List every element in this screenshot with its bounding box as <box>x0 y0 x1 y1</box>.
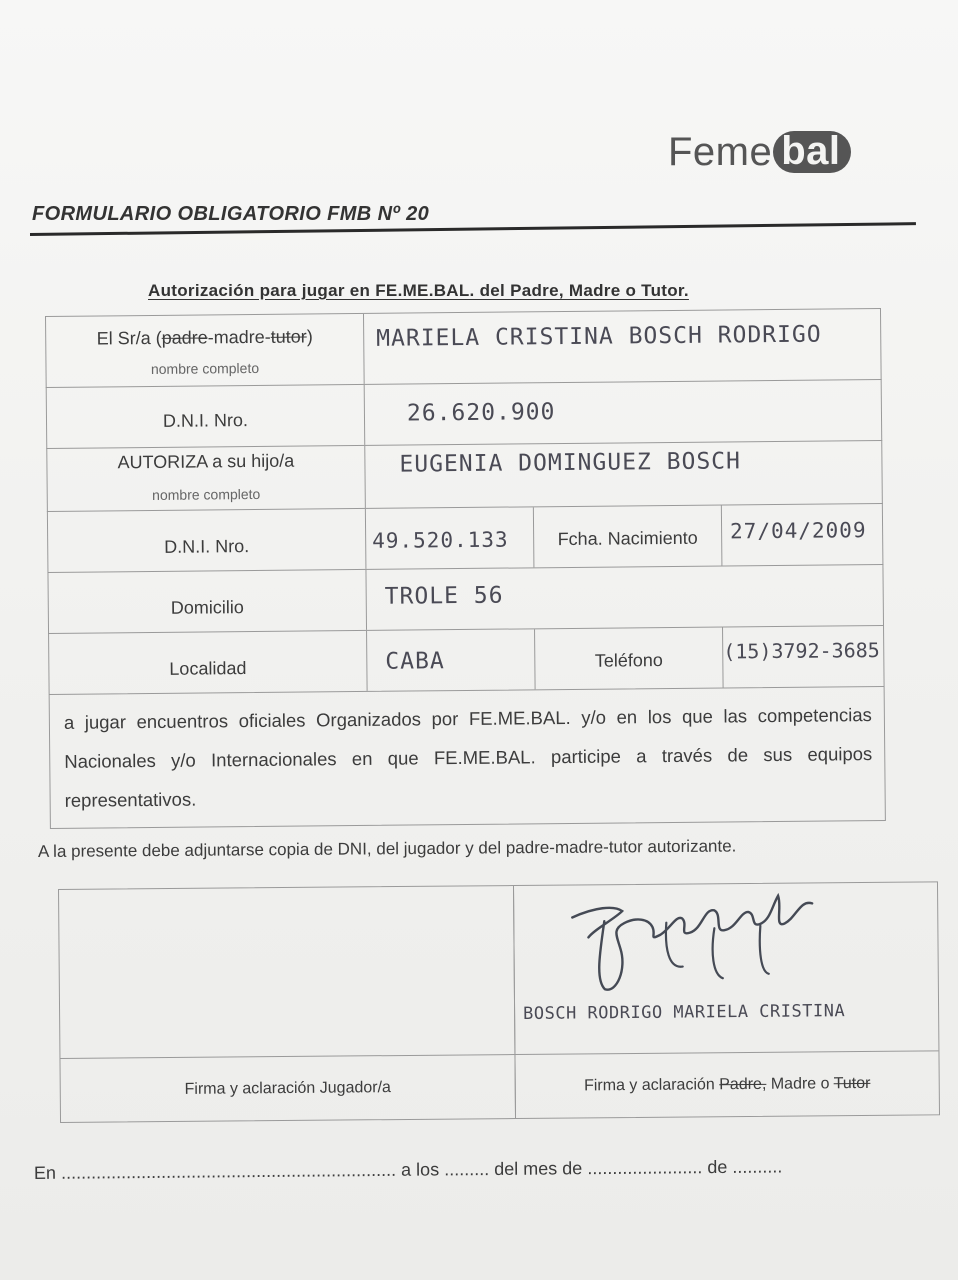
phone-value: (15)3792-3685 <box>723 638 880 664</box>
locality-value-cell[interactable] <box>367 629 536 691</box>
parent-caption-padre: Padre, <box>719 1075 767 1094</box>
birth-date-value: 27/04/2009 <box>729 518 867 544</box>
logo-pill-text: bal <box>773 131 850 173</box>
femebal-logo <box>668 128 851 176</box>
parent-name-value: MARIELA CRISTINA BOSCH RODRIGO <box>376 321 822 352</box>
parent-dni-label-cell <box>47 385 366 448</box>
address-label-cell <box>48 570 367 633</box>
footer-place-field[interactable]: ................................................................... <box>60 1159 397 1183</box>
parent-value-cell[interactable] <box>364 309 881 384</box>
signature-box <box>58 881 940 1123</box>
player-signature-divider <box>60 1054 514 1059</box>
attachment-note: A la presente debe adjuntarse copia de DNI, del jugador y del padre-madre-tutor autorizante. <box>37 836 737 861</box>
parent-label-padre: padre <box>161 327 208 348</box>
date-place-line <box>34 1156 783 1184</box>
child-dni-label-cell <box>48 509 367 572</box>
birth-value-cell[interactable] <box>722 504 883 566</box>
child-dni-label: D.N.I. Nro. <box>164 536 250 557</box>
table-row-child <box>46 440 883 511</box>
parent-label-prefix: El Sr/a ( <box>96 327 162 349</box>
birth-label: Fcha. Nacimiento <box>557 527 698 550</box>
parent-signature-clarification: BOSCH RODRIGO MARIELA CRISTINA <box>523 1001 846 1024</box>
authorization-table <box>45 308 886 829</box>
form-title: FORMULARIO OBLIGATORIO FMB Nº 20 <box>32 203 430 225</box>
locality-label: Localidad <box>169 658 247 679</box>
footer-a-los: a los <box>401 1159 440 1180</box>
address-value: TROLE 56 <box>384 582 504 610</box>
child-dni-value: 49.520.133 <box>372 527 509 553</box>
parent-label-suffix: ) <box>306 326 313 347</box>
parent-sublabel: nombre completo <box>150 359 260 377</box>
locality-label-cell <box>49 631 368 694</box>
parent-signature-divider <box>515 1050 938 1055</box>
child-sublabel: nombre completo <box>152 485 261 503</box>
address-value-cell[interactable] <box>366 565 883 630</box>
parent-signature-caption <box>516 1074 939 1096</box>
footer-month-field[interactable]: ....................... <box>587 1157 703 1179</box>
table-row-parent <box>45 308 882 387</box>
logo-text: Feme <box>668 129 773 174</box>
child-label: AUTORIZA a su hijo/a <box>117 450 295 473</box>
phone-label: Teléfono <box>594 650 663 671</box>
table-row-address <box>47 564 884 633</box>
child-dni-value-cell[interactable] <box>366 507 535 569</box>
footer-en: En <box>33 1162 57 1183</box>
parent-caption-prefix: Firma y aclaración <box>583 1076 720 1095</box>
parent-signature-scribble <box>564 887 825 999</box>
parent-dni-label: D.N.I. Nro. <box>162 410 249 431</box>
player-signature-area[interactable] <box>58 885 516 1123</box>
table-row-locality <box>48 625 885 694</box>
table-row-child-dni <box>47 503 884 572</box>
table-row-parent-dni <box>46 379 883 448</box>
child-name-value: EUGENIA DOMINGUEZ BOSCH <box>399 448 742 478</box>
locality-value: CABA <box>385 648 445 675</box>
parent-dni-value-cell[interactable] <box>365 380 882 445</box>
phone-label-cell <box>535 628 724 690</box>
parent-label-mid: -madre- <box>207 326 271 348</box>
footer-year-field[interactable]: .......... <box>732 1156 783 1177</box>
parent-dni-value: 26.620.900 <box>406 399 556 427</box>
birth-label-cell <box>534 506 723 568</box>
parent-label-cell <box>46 314 365 387</box>
parent-caption-mid: Madre o <box>766 1075 834 1093</box>
footer-de: de <box>707 1156 728 1178</box>
parent-caption-tutor: Tutor <box>833 1074 871 1093</box>
parent-signature-area[interactable] <box>513 881 940 1119</box>
parent-label <box>46 326 363 350</box>
footer-del-mes: del mes de <box>494 1158 583 1179</box>
child-label-cell <box>47 446 366 511</box>
form-subtitle: Autorización para jugar en FE.ME.BAL. del Padre, Madre o Tutor. <box>148 281 689 300</box>
parent-label-tutor: tutor <box>270 326 307 347</box>
child-value-cell[interactable] <box>365 441 882 508</box>
phone-value-cell[interactable] <box>723 626 884 688</box>
authorization-paragraph: a jugar encuentros oficiales Organizados por FE.ME.BAL. y/o en los que las competencias Nacionales y/o Internacionales en que FE.ME.BAL. participe a través de sus equipos representativos. <box>49 686 886 829</box>
player-signature-caption: Firma y aclaración Jugador/a <box>184 1079 391 1098</box>
address-label: Domicilio <box>170 597 244 618</box>
footer-day-field[interactable]: ......... <box>444 1159 490 1180</box>
